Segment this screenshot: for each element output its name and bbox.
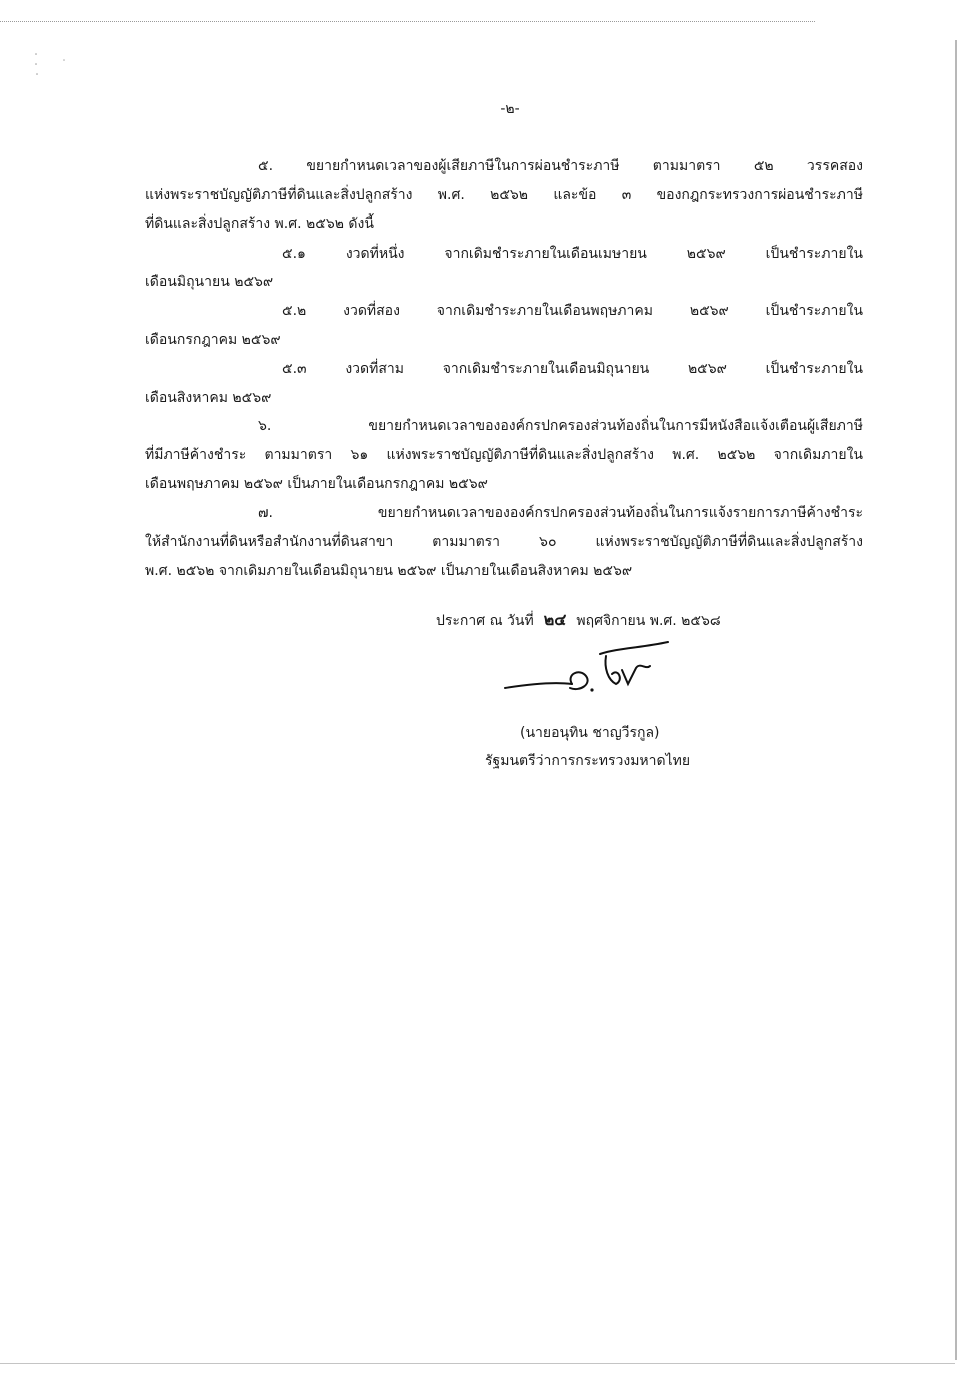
paragraph-7-line-2: ให้สำนักงานที่ดินหรือสำนักงานที่ดินสาขา ตามมาตรา ๖๐ แห่งพระราชบัญญัติภาษีที่ดินและสิ่งปลูกสร้าง xyxy=(145,534,863,550)
margin-speck-mark xyxy=(30,50,70,80)
paragraph-5-line-1: ๕. ขยายกำหนดเวลาของผู้เสียภาษีในการผ่อนชำระภาษี ตามมาตรา ๕๒ วรรคสอง xyxy=(258,158,863,174)
paragraph-6-line-3: เดือนพฤษภาคม ๒๕๖๙ เป็นภายในเดือนกรกฎาคม ๒๕๖๙ xyxy=(145,476,488,492)
announcement-day: ๒๔ xyxy=(543,610,567,629)
announcement-month-year: พฤศจิกายน พ.ศ. ๒๕๖๘ xyxy=(576,613,721,629)
paragraph-5-line-3: ที่ดินและสิ่งปลูกสร้าง พ.ศ. ๒๕๖๒ ดังนี้ xyxy=(145,216,374,232)
scan-edge-right xyxy=(955,40,957,1360)
paragraph-5-line-2: แห่งพระราชบัญญัติภาษีที่ดินและสิ่งปลูกสร้าง พ.ศ. ๒๕๖๒ และข้อ ๓ ของกฎกระทรวงการผ่อนชำระภาษี xyxy=(145,187,863,203)
paragraph-6-line-2: ที่มีภาษีค้างชำระ ตามมาตรา ๖๑ แห่งพระราชบัญญัติภาษีที่ดินและสิ่งปลูกสร้าง พ.ศ. ๒๕๖๒ จากเดิมภายใน xyxy=(145,447,863,463)
item-5-2-line-2: เดือนกรกฎาคม ๒๕๖๙ xyxy=(145,332,281,348)
item-5-3-line-1: ๕.๓ งวดที่สาม จากเดิมชำระภายในเดือนมิถุนายน ๒๕๖๙ เป็นชำระภายใน xyxy=(282,361,863,377)
paragraph-7-line-3: พ.ศ. ๒๕๖๒ จากเดิมภายในเดือนมิถุนายน ๒๕๖๙ เป็นภายในเดือนสิงหาคม ๒๕๖๙ xyxy=(145,563,633,579)
announcement-prefix: ประกาศ ณ วันที่ xyxy=(436,613,534,629)
item-5-1-line-1: ๕.๑ งวดที่หนึ่ง จากเดิมชำระภายในเดือนเมษายน ๒๕๖๙ เป็นชำระภายใน xyxy=(282,246,863,262)
paragraph-7-line-1: ๗. ขยายกำหนดเวลาขององค์กรปกครองส่วนท้องถิ่นในการแจ้งรายการภาษีค้างชำระ xyxy=(258,505,863,521)
signer-title: รัฐมนตรีว่าการกระทรวงมหาดไทย xyxy=(485,753,691,769)
item-5-2-line-1: ๕.๒ งวดที่สอง จากเดิมชำระภายในเดือนพฤษภาคม ๒๕๖๙ เป็นชำระภายใน xyxy=(282,303,863,319)
scan-edge-top xyxy=(0,21,815,22)
item-5-3-line-2: เดือนสิงหาคม ๒๕๖๙ xyxy=(145,390,272,406)
page-number: -๒- xyxy=(500,101,520,117)
announcement-date xyxy=(436,608,721,633)
signer-name: (นายอนุทิน ชาญวีรกูล) xyxy=(520,725,660,741)
scan-edge-bottom xyxy=(0,1363,955,1364)
item-5-1-line-2: เดือนมิถุนายน ๒๕๖๙ xyxy=(145,274,274,290)
paragraph-6-line-1: ๖. ขยายกำหนดเวลาขององค์กรปกครองส่วนท้องถิ่นในการมีหนังสือแจ้งเตือนผู้เสียภาษี xyxy=(258,418,863,434)
handwritten-signature xyxy=(500,640,680,705)
